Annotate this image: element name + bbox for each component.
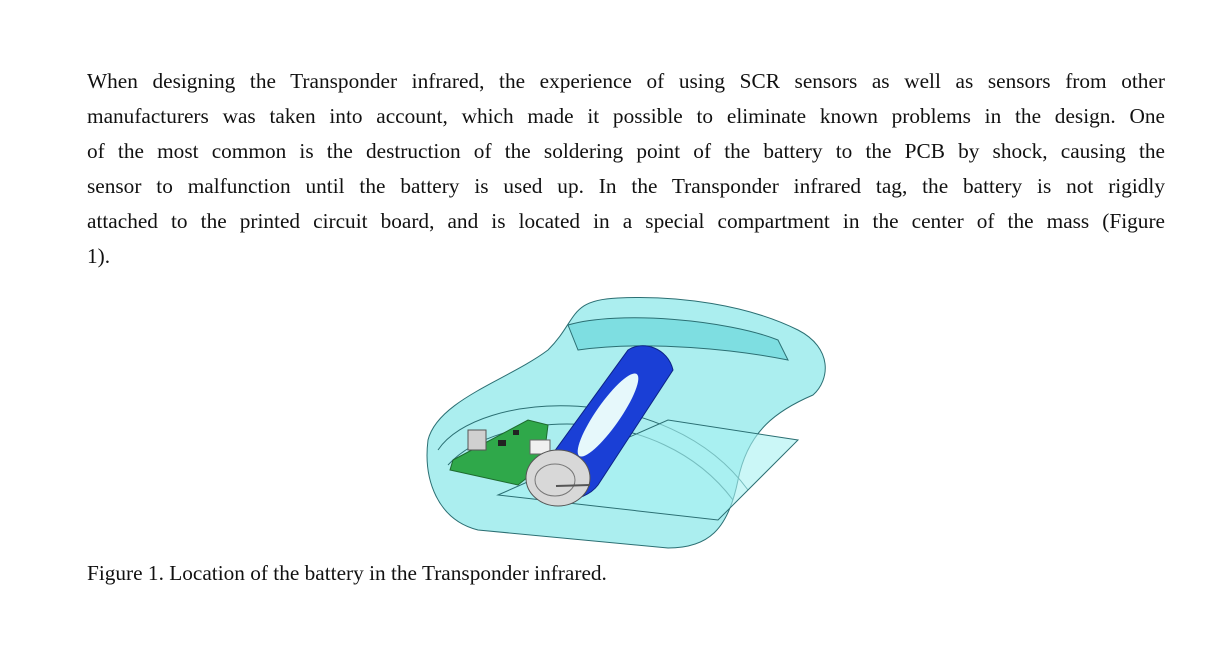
paragraph-line: manufacturers was taken into account, which made it possible to eliminate known problems in the design. One: [87, 104, 1165, 128]
paragraph-line: attached to the printed circuit board, and is located in a special compartment in the center of the mass (Figure: [87, 209, 1165, 233]
paragraph-line: of the most common is the destruction of the soldering point of the battery to the PCB by shock, causing the: [87, 139, 1165, 163]
paragraph-line: When designing the Transponder infrared, the experience of using SCR sensors as well as sensors from other: [87, 69, 1165, 93]
paragraph-line: 1).: [87, 244, 111, 268]
transponder-figure-image: [418, 290, 838, 552]
body-paragraph: [87, 64, 1165, 274]
paragraph-line: sensor to malfunction until the battery is used up. In the Transponder infrared tag, the battery is not rigidly: [87, 174, 1165, 198]
figure-caption: Figure 1. Location of the battery in the Transponder infrared.: [87, 561, 607, 585]
